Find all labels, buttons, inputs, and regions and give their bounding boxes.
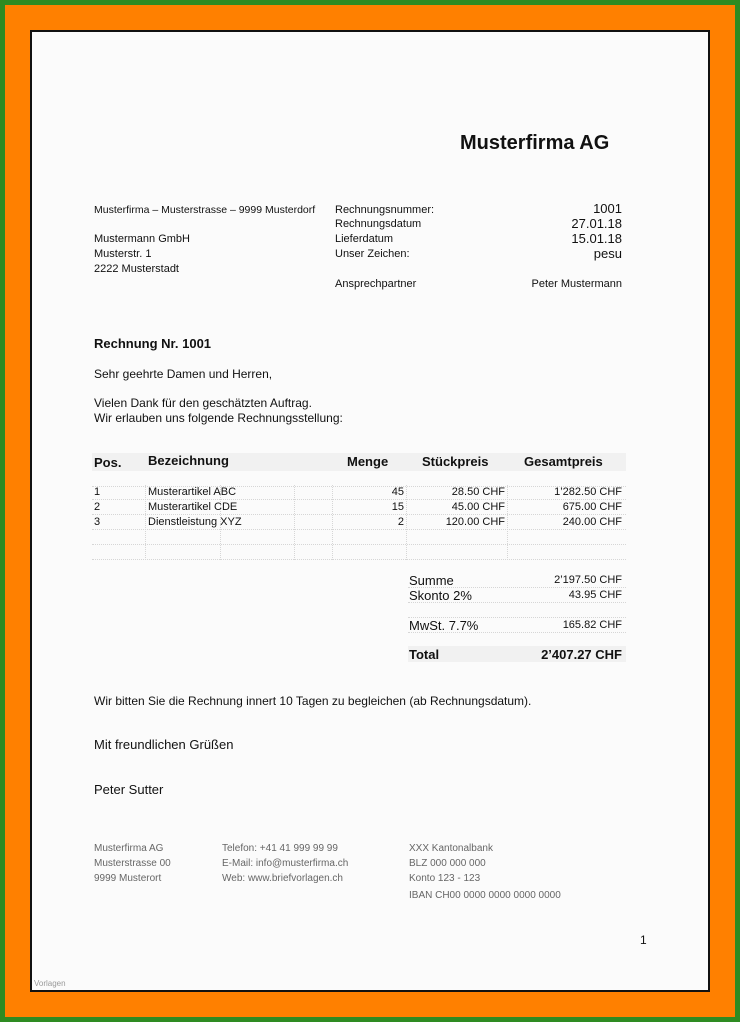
corner-text: Vorlagen — [34, 979, 66, 988]
invoice-title: Rechnung Nr. 1001 — [94, 336, 212, 351]
row-qty: 2 — [397, 516, 404, 528]
meta-value: pesu — [593, 246, 622, 261]
row-desc: Dienstleistung XYZ — [148, 516, 242, 528]
row-pos: 2 — [94, 501, 101, 513]
table-divider — [294, 485, 295, 560]
row-desc: Musterartikel ABC — [148, 486, 237, 498]
meta-value: 27.01.18 — [571, 216, 622, 231]
footer-bank: IBAN CH00 0000 0000 0000 0000 — [409, 890, 561, 901]
meta-label: Unser Zeichen: — [335, 248, 410, 260]
footer-bank: BLZ 000 000 000 — [409, 858, 486, 869]
intro-line: Vielen Dank für den geschätzten Auftrag. — [94, 396, 312, 410]
footer-contact: Web: www.briefvorlagen.ch — [222, 873, 343, 884]
meta-value: 1001 — [593, 201, 622, 216]
contact-value: Peter Mustermann — [531, 278, 622, 290]
footer-contact: Telefon: +41 41 999 99 99 — [222, 843, 338, 854]
footer-company: 9999 Musterort — [94, 873, 162, 884]
recipient-line: Musterstr. 1 — [94, 248, 152, 260]
summary-gridline — [408, 603, 626, 618]
payment-note: Wir bitten Sie die Rechnung innert 10 Tagen zu begleichen (ab Rechnungsdatum). — [94, 694, 532, 708]
table-divider — [406, 485, 407, 560]
salutation: Sehr geehrte Damen und Herren, — [94, 367, 273, 381]
footer-bank: Konto 123 - 123 — [409, 873, 481, 884]
page-number: 1 — [640, 933, 647, 947]
summary-value: 165.82 CHF — [562, 619, 622, 631]
summary-value: 2’197.50 CHF — [554, 574, 622, 586]
table-divider — [507, 485, 508, 560]
row-total: 240.00 CHF — [562, 516, 622, 528]
table-divider — [145, 485, 146, 560]
row-pos: 3 — [94, 516, 101, 528]
header-unit: Stückpreis — [422, 454, 489, 469]
total-label: Total — [409, 647, 440, 662]
summary-label: Skonto 2% — [409, 588, 472, 603]
row-qty: 45 — [391, 486, 404, 498]
summary-label: MwSt. 7.7% — [409, 618, 479, 633]
row-unit: 45.00 CHF — [451, 501, 505, 513]
closing: Mit freundlichen Grüßen — [94, 737, 234, 752]
signature: Peter Sutter — [94, 782, 164, 797]
row-qty: 15 — [391, 501, 404, 513]
recipient-line: Mustermann GmbH — [94, 233, 190, 245]
footer-company: Musterstrasse 00 — [94, 858, 171, 869]
company-name: Musterfirma AG — [460, 132, 610, 154]
row-total: 675.00 CHF — [562, 501, 622, 513]
table-divider — [332, 485, 333, 560]
intro-line: Wir erlauben uns folgende Rechnungsstellung: — [94, 411, 343, 425]
row-pos: 1 — [94, 486, 101, 498]
header-total: Gesamtpreis — [524, 454, 603, 469]
contact-label: Ansprechpartner — [335, 278, 417, 290]
sender-line: Musterfirma – Musterstrasse – 9999 Musterdorf — [94, 204, 316, 216]
header-pos: Pos. — [94, 455, 122, 470]
meta-value: 15.01.18 — [571, 231, 622, 246]
footer-contact: E-Mail: info@musterfirma.ch — [222, 858, 349, 869]
row-desc: Musterartikel CDE — [148, 501, 238, 513]
row-unit: 28.50 CHF — [451, 486, 505, 498]
meta-label: Rechnungsnummer: — [335, 204, 435, 216]
meta-label: Lieferdatum — [335, 233, 394, 245]
header-qty: Menge — [347, 454, 389, 469]
footer-bank: XXX Kantonalbank — [409, 843, 493, 854]
table-gridline — [92, 545, 626, 560]
total-value: 2’407.27 CHF — [541, 647, 622, 662]
recipient-line: 2222 Musterstadt — [94, 263, 179, 275]
row-unit: 120.00 CHF — [445, 516, 505, 528]
footer-company: Musterfirma AG — [94, 843, 164, 854]
invoice-page — [30, 30, 710, 992]
meta-label: Rechnungsdatum — [335, 218, 422, 230]
summary-value: 43.95 CHF — [568, 589, 622, 601]
row-total: 1’282.50 CHF — [554, 486, 622, 498]
summary-label: Summe — [409, 573, 454, 588]
header-desc: Bezeichnung — [148, 453, 229, 468]
table-gridline — [92, 530, 626, 545]
